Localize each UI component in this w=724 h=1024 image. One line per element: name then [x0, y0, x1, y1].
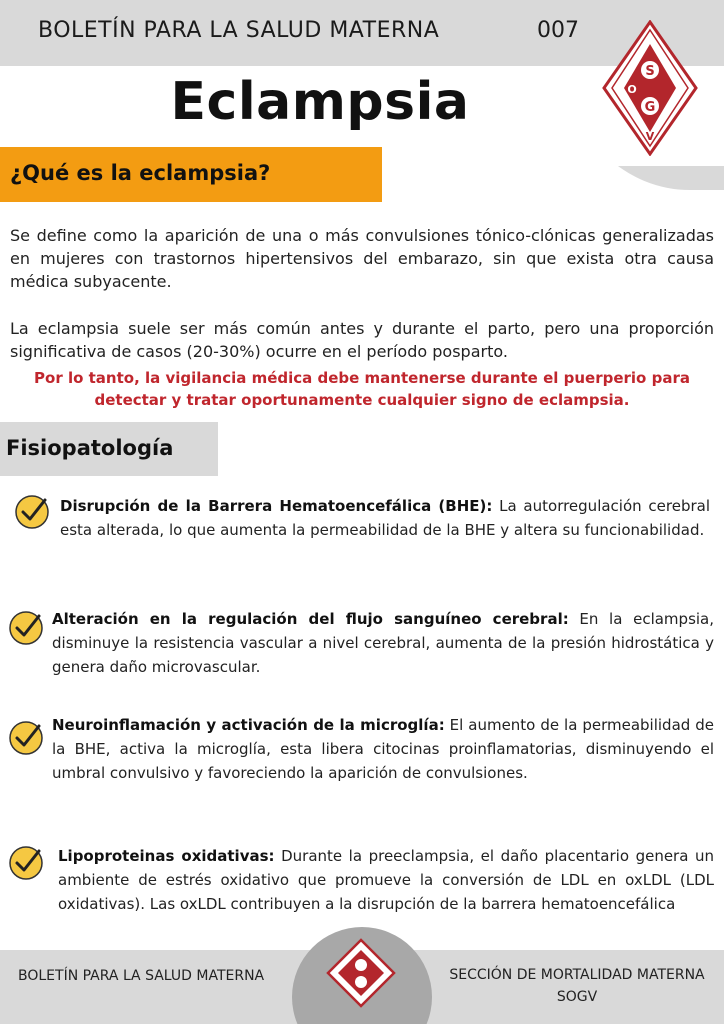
footer-section-name [430, 964, 724, 1008]
check-icon [6, 718, 46, 758]
list-item [58, 844, 714, 916]
logo-letter-s: S [645, 64, 655, 79]
item-title: Neuroinflamación y activación de la microglía: [52, 716, 445, 734]
footer-section-line1: SECCIÓN DE MORTALIDAD MATERNA [449, 967, 705, 983]
item-title: Alteración en la regulación del flujo sanguíneo cerebral: [52, 610, 569, 628]
logo-letter-g: G [644, 100, 656, 115]
check-icon [6, 843, 46, 883]
item-title: Lipoproteinas oxidativas: [58, 847, 275, 865]
definition-paragraph: Se define como la aparición de una o más convulsiones tónico-clónicas generalizadas en mujeres con trastornos hipertensivos del embarazo, sin que exista otra causa médica subyacente. [10, 226, 714, 291]
list-item [60, 494, 710, 542]
section-heading-banner-fisio [0, 422, 218, 476]
page-title: Eclampsia [170, 72, 470, 132]
section-heading-what: ¿Qué es la eclampsia? [10, 161, 271, 185]
list-item [52, 607, 714, 679]
item-text: Durante la preeclampsia, el daño placentario genera un ambiente de estrés oxidativo que promueve la conversión de LDL en oxLDL (LDL oxidativas). Las oxLDL contribuyen a la disrupción de la barrera hematoencefálica [58, 847, 714, 913]
bulletin-number: 007 [537, 18, 579, 43]
section-heading-fisio: Fisiopatología [6, 436, 174, 460]
bulletin-title: BOLETÍN PARA LA SALUD MATERNA [38, 18, 440, 43]
section-heading-banner [0, 147, 382, 202]
item-title: Disrupción de la Barrera Hematoencefálica (BHE): [60, 497, 493, 515]
postpartum-paragraph: La eclampsia suele ser más común antes y durante el parto, pero una proporción significativa de casos (20-30%) ocurre en el período posparto. [10, 319, 714, 361]
item-text: En la eclampsia, disminuye la resistencia vascular a nivel cerebral, aumenta de la presión hidrostática y genera daño microvascular. [52, 610, 715, 676]
check-icon [12, 492, 52, 532]
check-icon [6, 608, 46, 648]
footer-sogv-logo [326, 938, 396, 1008]
footer-bulletin-name: BOLETÍN PARA LA SALUD MATERNA [18, 968, 265, 984]
item-text: La autorregulación cerebral esta alterada, lo que aumenta la permeabilidad de la BHE y altera su funcionabilidad. [60, 497, 710, 539]
footer-section-line2: SOGV [556, 989, 598, 1005]
warning-text: Por lo tanto, la vigilancia médica debe mantenerse durante el puerperio para detectar y tratar oportunamente cualquier signo de eclampsia. [34, 369, 690, 409]
logo-letter-v: V [645, 130, 655, 143]
list-item [52, 713, 714, 785]
item-text: El aumento de la permeabilidad de la BHE, activa la microglía, esta libera citocinas proinflamatorias, disminuyendo el umbral convulsivo y favoreciendo la aparición de convulsiones. [52, 716, 714, 782]
logo-letter-o: O [627, 83, 637, 96]
